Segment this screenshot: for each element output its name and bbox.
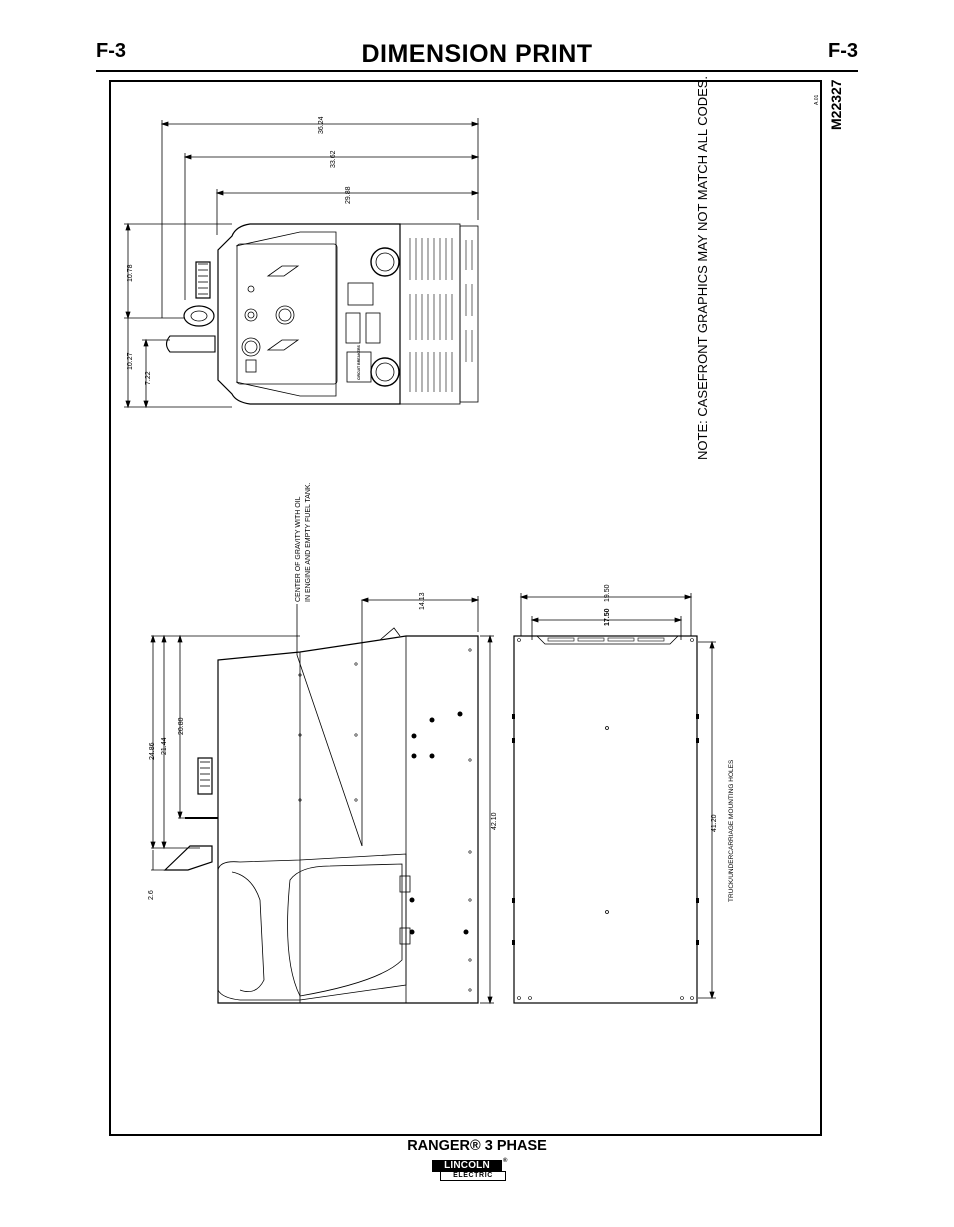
dim-14-13: 14.13 xyxy=(419,592,426,610)
dim-24-86: 24.86 xyxy=(149,742,156,760)
page-title: DIMENSION PRINT xyxy=(361,40,593,68)
footer-model-name: RANGER® 3 PHASE xyxy=(407,1138,547,1154)
dim-21-44: 21.44 xyxy=(161,737,168,755)
dim-19-50: 19.50 xyxy=(604,584,611,602)
dim-33-62: 33.62 xyxy=(330,150,337,168)
logo-registered-mark: ® xyxy=(503,1158,508,1164)
side-view xyxy=(148,482,498,1003)
dim-10-78: 10.78 xyxy=(127,264,134,282)
logo-bottom-text: ELECTRIC xyxy=(440,1171,506,1181)
dim-17-50: 17.50 xyxy=(604,608,611,626)
drawing-revision: A.01 xyxy=(814,94,820,105)
dim-2-6: 2.6 xyxy=(148,890,155,900)
base-view xyxy=(512,584,735,1003)
casefront-note: NOTE: CASEFRONT GRAPHICS MAY NOT MATCH ALL CODES. xyxy=(695,75,710,460)
dim-36-24: 36.24 xyxy=(318,116,325,134)
cg-note-line1: CENTER OF GRAVITY WITH OIL xyxy=(295,496,302,602)
cg-note-line2: IN ENGINE AND EMPTY FUEL TANK. xyxy=(305,482,312,602)
dim-41-20: 41.20 xyxy=(711,814,718,832)
logo-top-text: LINCOLN xyxy=(432,1160,502,1172)
lincoln-electric-logo xyxy=(432,1160,508,1182)
dim-42-10: 42.10 xyxy=(491,812,498,830)
mounting-holes-label: TRUCK/UNDERCARRIAGE MOUNTING HOLES xyxy=(728,759,735,902)
dim-10-27: 10.27 xyxy=(127,352,134,370)
dim-29-88: 29.88 xyxy=(345,186,352,204)
circuit-breakers-label: CIRCUIT BREAKERS xyxy=(357,345,361,380)
front-view xyxy=(124,116,478,407)
dim-20-80: 20.80 xyxy=(178,717,185,735)
section-number-left: F-3 xyxy=(96,40,126,62)
drawing-number: M22327 xyxy=(828,79,844,130)
dim-7-22: 7.22 xyxy=(145,371,152,385)
section-number-right: F-3 xyxy=(828,40,858,62)
